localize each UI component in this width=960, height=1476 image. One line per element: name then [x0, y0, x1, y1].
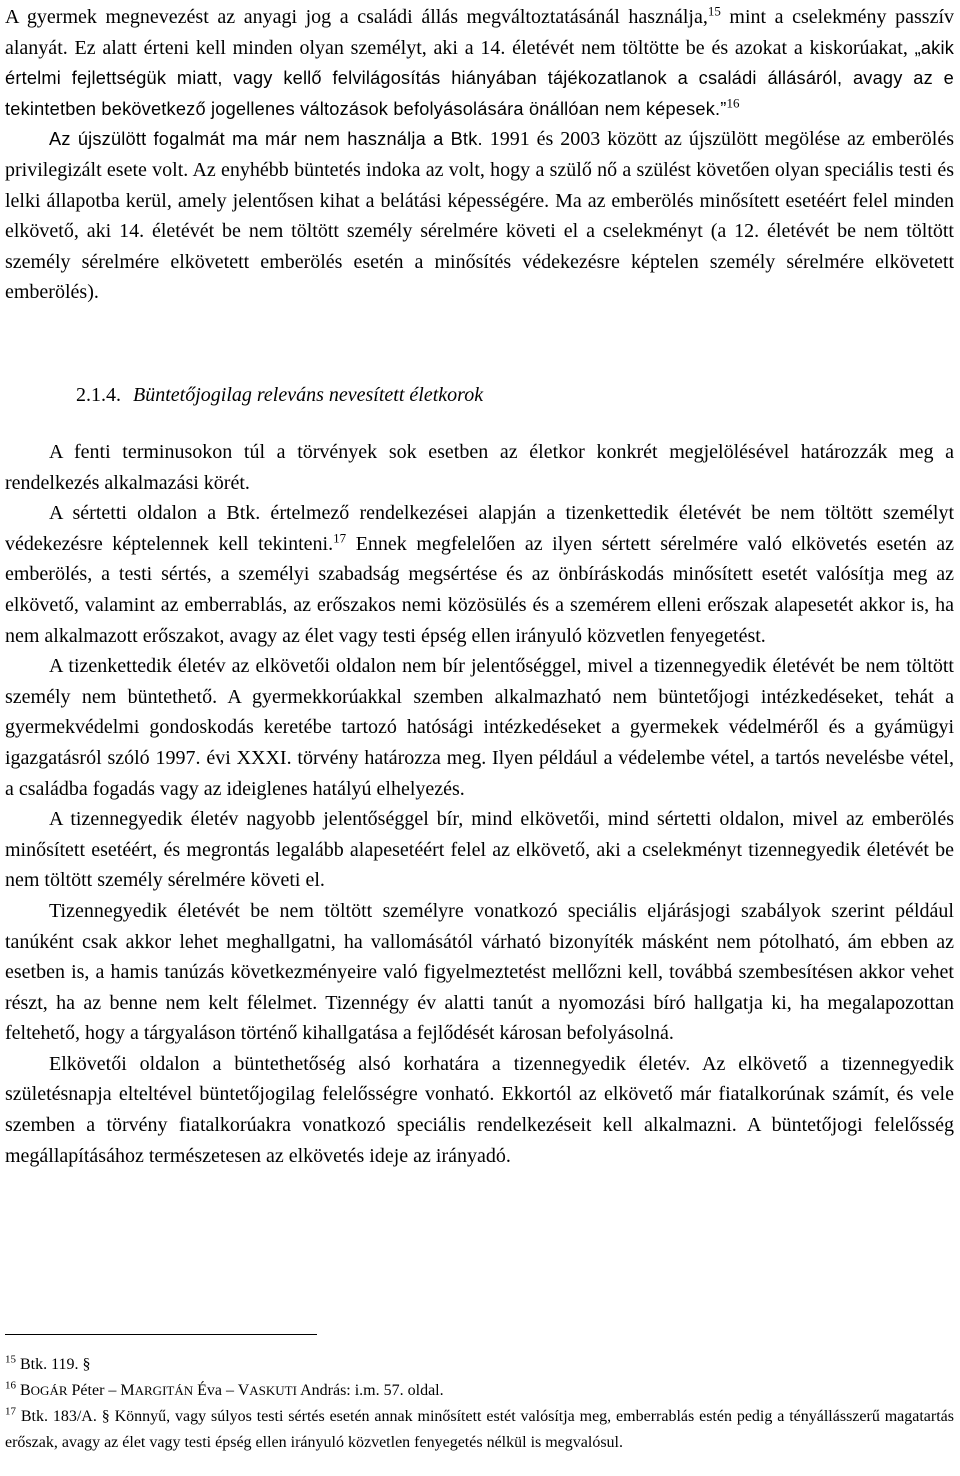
body-text-block-1 — [5, 2, 954, 308]
footnote-16: $^{16}$ BOGÁR Péter – MARGITÁN Éva – VASKUTI András: i.m. 57. oldal. — [5, 1379, 444, 1399]
paragraph-age-of-responsibility: Elkövetői oldalon a büntethetőség alsó korhatára a tizennegyedik életév. Az elkövető a tizennegyedik születésnapja elteltével büntetőjogilag felelősségre vonható. Ekkortól az elkövető már fiatalkorúnak számít, és vele szemben a törvény fiatalkorúakra vonatkozó speciális rendelkezéseit kell alkalmazni. A büntetőjogi felelősség megállapításához természetesen az elkövetés ideje az irányadó. — [5, 1052, 954, 1167]
section-number: 2.1.4. — [76, 384, 121, 406]
section-heading — [76, 380, 483, 410]
quoted-definition: „akik értelmi fejlettségük miatt, vagy kellő felvilágosítás hiányában tájékozatlanok a családi állásáról, avagy az e tekintetben bekövetkező jogellenes változások befolyásolására önállóan nem képesek.” — [5, 37, 955, 119]
paragraph-intro: A fenti terminusokon túl a törvények sok esetben az életkor konkrét megjelölésével határozzák meg a rendelkezés alkalmazási körét. — [5, 441, 954, 494]
footnote-ref-17[interactable]: 17 — [333, 530, 347, 546]
paragraph-fourteenth-year: A tizennegyedik életév nagyobb jelentőséggel bír, mind elkövetői, mind sértetti oldalon, mivel az emberölés minősített esetéért, és megrontás legalább alapesetéért felel az elkövető, aki a cselekményt tizennegyedik életévét be nem töltött személy sérelmére követi el. — [5, 808, 954, 892]
paragraph-newborn: Az újszülött fogalmát ma már nem használja a Btk. 1991 és 2003 között az újszülött megölése az emberölés privilegizált esete volt. Az enyhébb büntetés indoka az volt, hogy a szülő nő a szülést követően olyan speciális testi és lelki állapotba kerül, amely jelentősen kihat a belátási képességére. Ma az emberölés minősített esetéért felel minden elkövető, aki 14. életévét be nem töltött személy sérelmére követi el a cselekményt (a 12. életévét be nem töltött személy sérelmére elkövetett emberölés esetén a minősítés védekezésre képtelen személy sérelmére elkövetett emberölés). — [5, 128, 955, 304]
footnote-17: $^{17}$ Btk. 183/A. § Könnyű, vagy súlyos testi sértés esetén annak minősített estét valósítja meg, emberrablás estén pedig a tényállásszerű magatartás erőszak, avagy az élet vagy testi épség ellen irányuló közvetlen fenyegetés nélkül is megvalósul. — [5, 1405, 954, 1451]
paragraph-child-definition: A gyermek megnevezést az anyagi jog a családi állás megváltoztatásánál használja,$^{15}$ mint a cselekmény passzív alanyát. Ez alatt érteni kell minden olyan személyt, aki a 14. életévét nem töltötte be és azokat a kiskorúakat, „akik értelmi fejlettségük miatt, vagy kellő felvilágosítás hiányában tájékozatlanok a családi állásáról, avagy az e tekintetben bekövetkező jogellenes változások befolyásolására önállóan nem képesek.”$^{16}$ — [5, 3, 955, 119]
footnotes — [5, 1352, 954, 1456]
section-title: Büntetőjogilag releváns nevesített életkorok — [133, 384, 484, 406]
footnote-ref-15[interactable]: 15 — [707, 3, 721, 19]
footnote-15: $^{15}$ Btk. 119. § — [5, 1353, 91, 1373]
paragraph-twelfth-year: A tizenkettedik életév az elkövetői oldalon nem bír jelentőséggel, mivel a tizennegyedik életévét be nem töltött személy nem büntethető. A gyermekkorúakkal szemben alkalmazható nem büntetőjogi intézkedéseket, tehát a gyermekvédelmi gondoskodás keretébe tartozó hatósági intézkedéseket a gyermekek védelméről és a gyámügyi igazgatásról szóló 1997. évi XXXI. törvény határozza meg. Ilyen például a védelembe vétel, a tartós nevelésbe vétel, a családba fogadás vagy az ideiglenes hatályú elhelyezés. — [5, 655, 954, 800]
body-text-block-2 — [5, 437, 954, 1171]
footnote-ref-16[interactable]: 16 — [726, 95, 740, 111]
paragraph-victim-side: A sértetti oldalon a Btk. értelmező rendelkezései alapján a tizenkettedik életévét be nem töltött személyt védekezésre képtelennek kell tekinteni.$^{17}$ Ennek megfelelően az ilyen sértett sérelmére való elkövetés esetén az emberölés, a testi sértés, a személyi szabadság megsértése és az önbíráskodás minősített esetét valósítja meg az elkövető, valamint az emberrablás, az erőszakos nemi közösülés és a szemérem elleni erőszak alapesetét akkor is, ha nem alkalmazott erőszakot, avagy az élet vagy testi épség ellen irányuló közvetlen fenyegetést. — [5, 502, 955, 647]
footnote-separator — [5, 1334, 317, 1335]
newborn-sentence: Az újszülött fogalmát ma már nem használja a Btk. — [49, 129, 483, 150]
paragraph-procedural-rules: Tizennegyedik életévét be nem töltött személyre vonatkozó speciális eljárásjogi szabályok szerint például tanúként csak akkor lehet meghallgatni, ha vallomásától várható bizonyíték másként nem pótolható, ám ebben az esetben is, a hamis tanúzás következményeire való figyelmeztetést mellőzni kell, továbbá szembesítésen akkor vehet részt, ha az benne nem kelt félelmet. Tizennégy év alatti tanút a nyomozási bíró hallgatja ki, ha megalapozottan feltehető, hogy a tárgyaláson történő kihallgatása a fejlődését károsan befolyásolná. — [5, 899, 954, 1045]
